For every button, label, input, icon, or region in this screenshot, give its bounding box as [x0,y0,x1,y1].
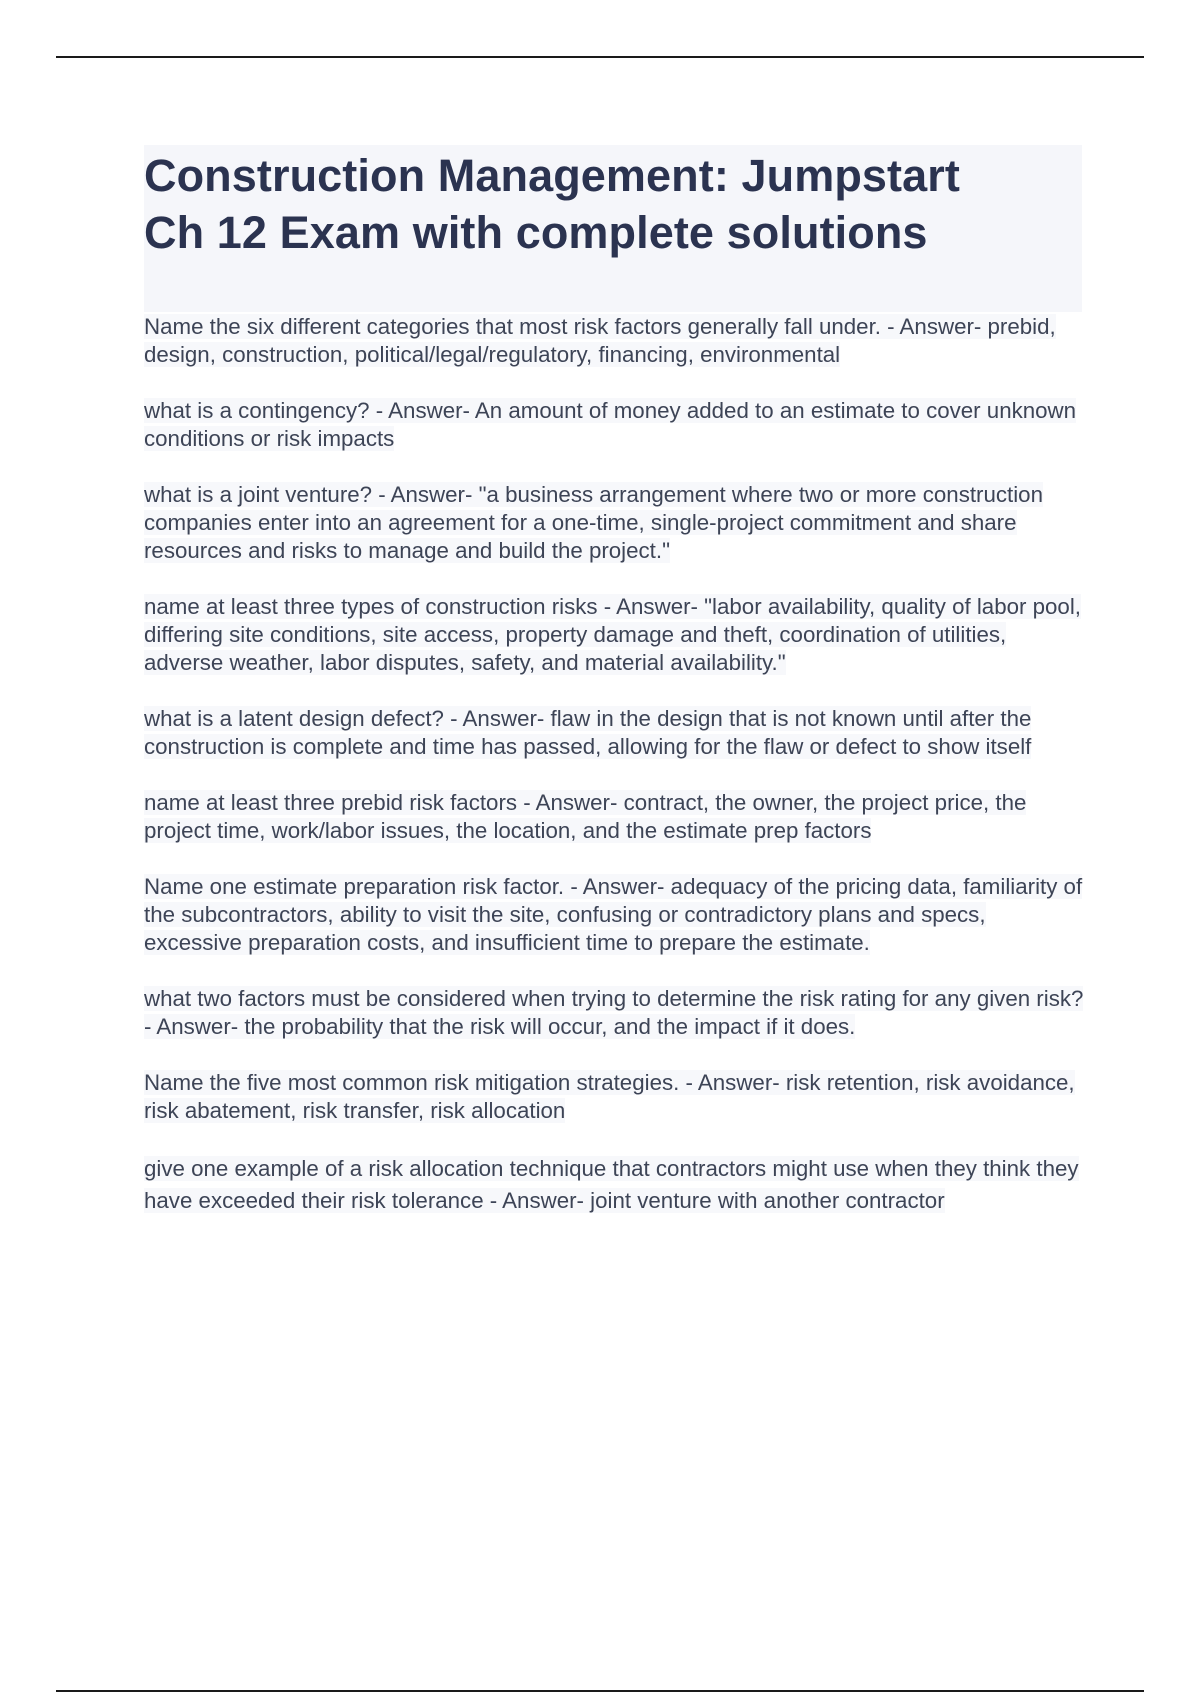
qa-text: name at least three types of construction risks - Answer- "labor availability, quality of labor pool, differing site conditions, site access, property damage and theft, coordination of utilities, adverse weather, labor disputes, safety, and material availability." [144,594,1081,675]
list-item [144,1153,1089,1217]
list-item [144,873,1089,957]
top-rule [56,56,1144,58]
qa-text: what two factors must be considered when trying to determine the risk rating for any given risk? - Answer- the probability that the risk will occur, and the impact if it does. [144,986,1084,1039]
qa-text: what is a joint venture? - Answer- "a business arrangement where two or more construction companies enter into an agreement for a one-time, single-project commitment and share resources and risks to manage and build the project." [144,482,1043,563]
qa-text: what is a latent design defect? - Answer- flaw in the design that is not known until after the construction is complete and time has passed, allowing for the flaw or defect to show itself [144,706,1032,759]
title-block [144,145,1082,312]
qa-text: Name one estimate preparation risk factor. - Answer- adequacy of the pricing data, familiarity of the subcontractors, ability to visit the site, confusing or contradictory plans and specs, excessive preparation costs, and insufficient time to prepare the estimate. [144,874,1083,955]
document-title: Construction Management: Jumpstart Ch 12 Exam with complete solutions [144,150,960,258]
list-item [144,397,1089,453]
list-item [144,789,1089,845]
list-item [144,1069,1089,1125]
qa-list [144,313,1104,1245]
list-item [144,985,1089,1041]
qa-text: name at least three prebid risk factors - Answer- contract, the owner, the project price, the project time, work/labor issues, the location, and the estimate prep factors [144,790,1027,843]
qa-text: Name the five most common risk mitigation strategies. - Answer- risk retention, risk avoidance, risk abatement, risk transfer, risk allocation [144,1070,1075,1123]
qa-text: Name the six different categories that most risk factors generally fall under. - Answer- prebid, design, construction, political/legal/regulatory, financing, environmental [144,314,1056,367]
list-item [144,481,1089,565]
list-item [144,313,1089,369]
qa-text: give one example of a risk allocation technique that contractors might use when they think they have exceeded their risk tolerance - Answer- joint venture with another contractor [144,1156,1079,1213]
list-item [144,593,1089,677]
qa-text: what is a contingency? - Answer- An amount of money added to an estimate to cover unknown conditions or risk impacts [144,398,1077,451]
bottom-rule [56,1690,1144,1692]
list-item [144,705,1089,761]
